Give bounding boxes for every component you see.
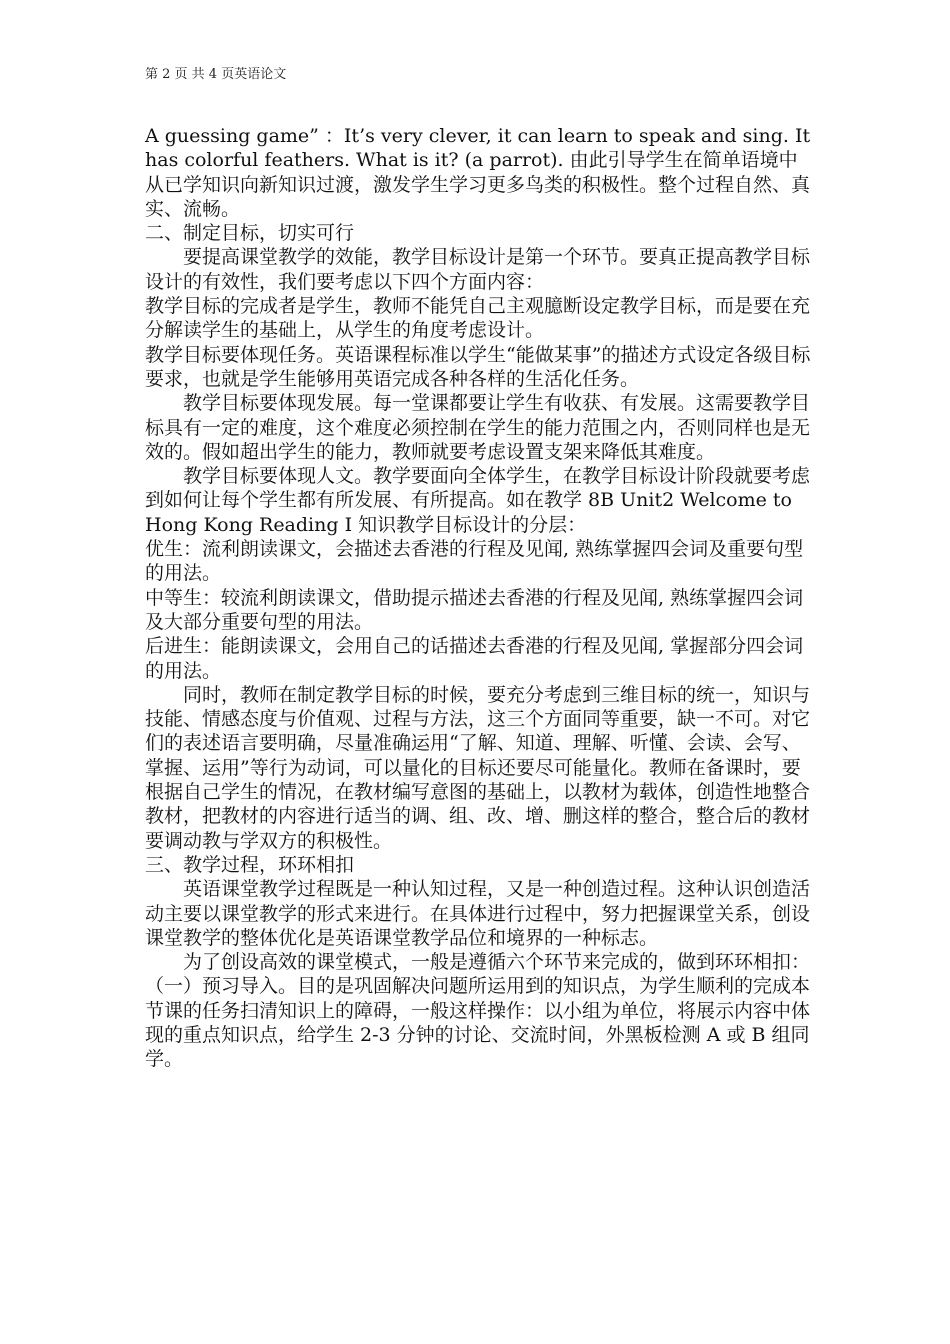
paragraph: 为了创设高效的课堂模式，一般是遵循六个环节来完成的，做到环环相扣： bbox=[183, 951, 811, 974]
paragraph-preview-intro: （一）预习导入。目的是巩固解决问题所运用到的知识点，为学生顺利的完成本节课的任务扫清知识上的障碍，一般这样操作：以小组为单位，将展示内容中体现的重点知识点，给学生 2-3 分钟的讨论、交流时间，外黑板检测 A 或 B 组同学。 bbox=[145, 975, 811, 1071]
paragraph-guessing-game: A guessing game” ：It’s very clever, it can learn to speak and sing. It has colorful feathers. What is it? (a parrot). 由此引导学生在简单语境中从已学知识向新知识过渡，激发学生学习更多鸟类的积极性。整个过程自然、真实、流畅。 bbox=[145, 125, 811, 220]
paragraph-lower-students: 后进生：能朗读课文，会用自己的话描述去香港的行程及见闻, 掌握部分四会词的用法。 bbox=[145, 635, 804, 682]
paragraph: 同时，教师在制定教学目标的时候，要充分考虑到三维目标的统一，知识与技能、情感态度与价值观、过程与方法，这三个方面同等重要，缺一不可。对它们的表述语言要明确，尽量准确运用“了解、知道、理解、听懂、会读、会写、掌握、运用”等行为动词，可以量化的目标还要尽可能量化。教师在备课时，要根据自己学生的情况，在教材编写意图的基础上，以教材为载体，创造性地整合教材，把教材的内容进行适当的调、组、改、增、删这样的整合，整合后的教材要调动教与学双方的积极性。 bbox=[145, 683, 811, 852]
paragraph-middle-students: 中等生：较流利朗读课文，借助提示描述去香港的行程及见闻, 熟练掌握四会词及大部分重要句型的用法。 bbox=[145, 586, 804, 633]
section-heading-3: 三、教学过程，环环相扣 bbox=[145, 853, 355, 876]
document-body bbox=[145, 124, 813, 1072]
paragraph: 教学目标要体现发展。每一堂课都要让学生有收获、有发展。这需要教学目标具有一定的难度，这个难度必须控制在学生的能力范围之内，否则同样也是无效的。假如超出学生的能力，教师就要考虑设置支架来降低其难度。 bbox=[145, 392, 811, 463]
paragraph: 教学目标的完成者是学生，教师不能凭自己主观臆断设定教学目标，而是要在充分解读学生的基础上，从学生的角度考虑设计。 bbox=[145, 295, 811, 342]
section-heading-2: 二、制定目标，切实可行 bbox=[145, 222, 355, 245]
paragraph: 英语课堂教学过程既是一种认知过程，又是一种创造过程。这种认识创造活动主要以课堂教学的形式来进行。在具体进行过程中，努力把握课堂关系，创设课堂教学的整体优化是英语课堂教学品位和境界的一种标志。 bbox=[145, 878, 811, 949]
paragraph: 要提高课堂教学的效能，教学目标设计是第一个环节。要真正提高教学目标设计的有效性，我们要考虑以下四个方面内容： bbox=[145, 246, 811, 293]
paragraph: 教学目标要体现人文。教学要面向全体学生，在教学目标设计阶段就要考虑到如何让每个学生都有所发展、有所提高。如在教学 8B Unit2 Welcome to Hong Kong Reading Ⅰ 知识教学目标设计的分层： bbox=[145, 465, 811, 536]
page-header: 第 2 页 共 4 页英语论文 bbox=[145, 67, 287, 82]
paragraph: 教学目标要体现任务。英语课程标准以学生“能做某事”的描述方式设定各级目标要求，也就是学生能够用英语完成各种各样的生活化任务。 bbox=[145, 343, 811, 390]
paragraph-top-students: 优生：流利朗读课文，会描述去香港的行程及见闻, 熟练掌握四会词及重要句型的用法。 bbox=[145, 538, 804, 585]
